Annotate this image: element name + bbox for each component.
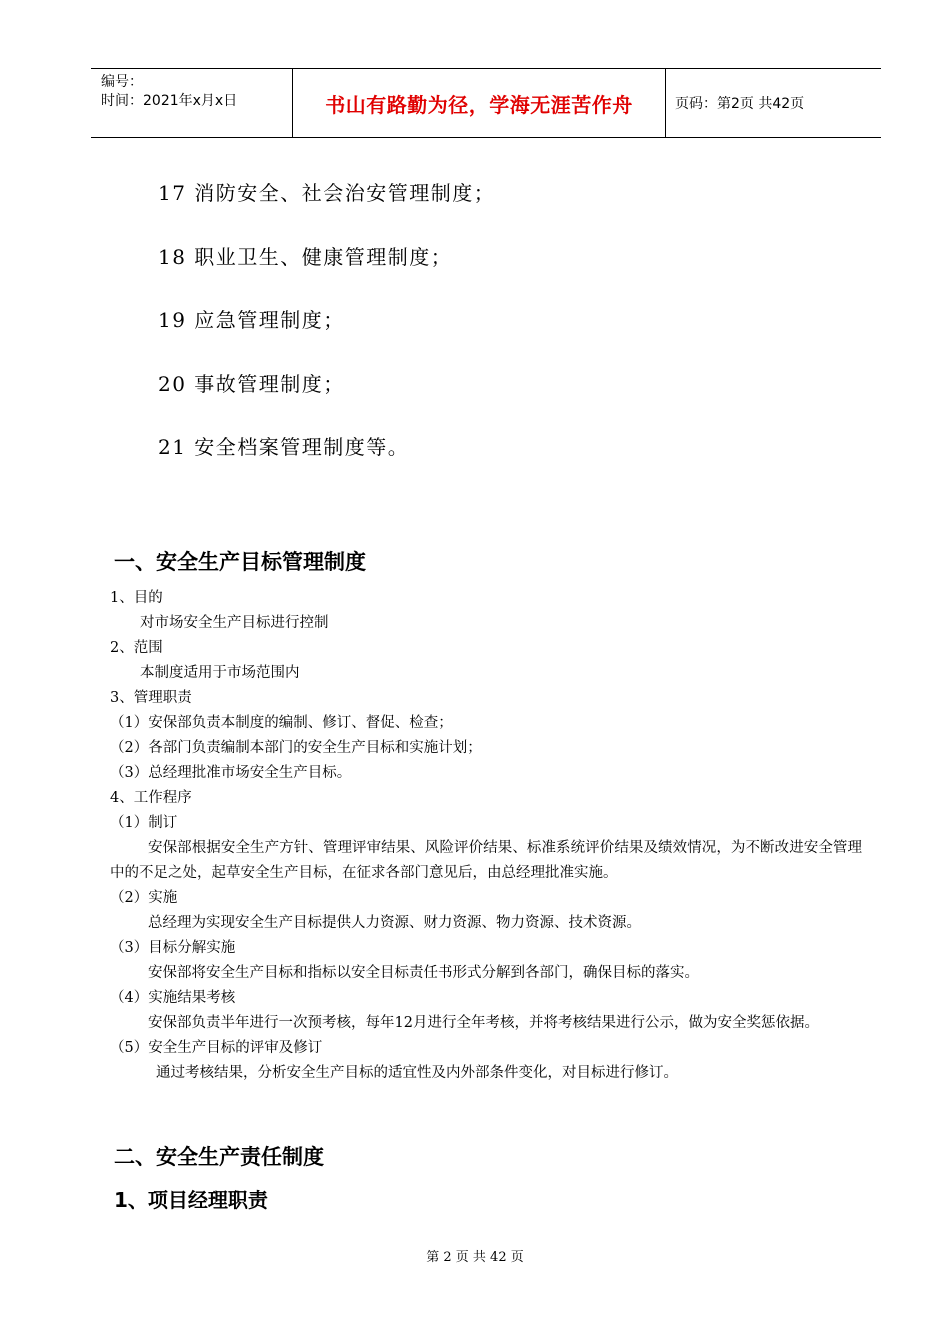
body-line: 4、工作程序 bbox=[110, 790, 192, 806]
body-line: （4）实施结果考核 bbox=[110, 990, 236, 1006]
list-item: 17 消防安全、社会治安管理制度； bbox=[158, 181, 496, 205]
body-line: 安保部将安全生产目标和指标以安全目标责任书形式分解到各部门，确保目标的落实。 bbox=[148, 965, 699, 981]
header-page-label: 页码：第2页 共42页 bbox=[675, 96, 805, 112]
list-item: 20 事故管理制度； bbox=[158, 371, 345, 396]
body-line: （3）总经理批准市场安全生产目标。 bbox=[110, 765, 352, 781]
header-divider bbox=[665, 69, 666, 137]
list-item: 21 安全档案管理制度等。 bbox=[158, 435, 410, 459]
body-line: （5）安全生产目标的评审及修订 bbox=[110, 1040, 323, 1056]
body-line: 总经理为实现安全生产目标提供人力资源、财力资源、物力资源、技术资源。 bbox=[148, 915, 641, 931]
body-line: 对市场安全生产目标进行控制 bbox=[140, 615, 329, 631]
body-line: （1）制订 bbox=[110, 815, 178, 831]
body-line: （3）目标分解实施 bbox=[110, 940, 236, 956]
body-paragraph: 安保部负责半年进行一次预考核，每年12月进行全年考核，并将考核结果进行公示，做为安全奖惩依据。 bbox=[148, 1015, 819, 1031]
header-left-cell bbox=[101, 73, 237, 111]
time-label: 时间：2021年x月x日 bbox=[101, 93, 238, 109]
body-line: 3、管理职责 bbox=[110, 690, 192, 706]
section1-title: 一、安全生产目标管理制度 bbox=[114, 550, 366, 574]
section2-subtitle: 1、项目经理职责 bbox=[114, 1188, 268, 1212]
page-footer: 第 2 页 共 42 页 bbox=[426, 1250, 524, 1265]
body-line: （1）安保部负责本制度的编制、修订、督促、检查； bbox=[110, 715, 453, 731]
body-line: 2、范围 bbox=[110, 640, 163, 656]
list-item: 18 职业卫生、健康管理制度； bbox=[158, 244, 453, 269]
body-line: 通过考核结果，分析安全生产目标的适宜性及内外部条件变化，对目标进行修订。 bbox=[156, 1065, 678, 1081]
body-line: （2）实施 bbox=[110, 890, 178, 906]
list-item: 19 应急管理制度； bbox=[158, 308, 345, 332]
document-header bbox=[91, 68, 881, 138]
body-paragraph: 安保部根据安全生产方针、管理评审结果、风险评价结果、标准系统评价结果及绩效情况，为不断改进安全管理中的不足之处，起草安全生产目标，在征求各部门意见后，由总经理批准实施。 bbox=[110, 840, 862, 881]
regulation-list bbox=[158, 178, 495, 496]
body-line: 1、目的 bbox=[110, 590, 163, 606]
body-line: （2）各部门负责编制本部门的安全生产目标和实施计划； bbox=[110, 740, 482, 756]
section1-body bbox=[110, 586, 862, 1086]
section2-title: 二、安全生产责任制度 bbox=[114, 1145, 324, 1169]
header-motto: 书山有路勤为径，学海无涯苦作舟 bbox=[325, 93, 633, 117]
number-label: 编号： bbox=[101, 74, 143, 90]
body-line: 本制度适用于市场范围内 bbox=[140, 665, 300, 681]
